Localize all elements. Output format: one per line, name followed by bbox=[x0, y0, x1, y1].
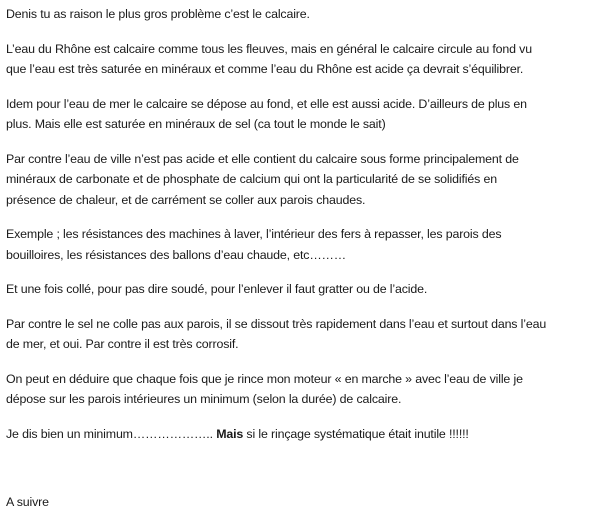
paragraph-6 bbox=[6, 279, 609, 300]
bold-word: Mais bbox=[216, 426, 244, 441]
text-line: Par contre l’eau de ville n’est pas acide et elle contient du calcaire sous forme principalement de bbox=[6, 151, 519, 166]
paragraph-8 bbox=[6, 369, 609, 410]
paragraph-1 bbox=[6, 4, 609, 25]
document-body bbox=[6, 0, 609, 513]
closing-line bbox=[6, 492, 609, 513]
text-line bbox=[6, 424, 609, 445]
text-before-bold: Je dis bien un minimum……………….. bbox=[6, 426, 217, 441]
text-line: de mer, et oui. Par contre il est très corrosif. bbox=[6, 337, 239, 351]
text-line: Idem pour l’eau de mer le calcaire se dépose au fond, et elle est aussi acide. D’ailleurs de plus en bbox=[6, 96, 527, 111]
text-line: Denis tu as raison le plus gros problème c’est le calcaire. bbox=[6, 7, 310, 21]
text-line: A suivre bbox=[6, 495, 49, 509]
text-line: minéraux de carbonate et de phosphate de calcium qui ont la particularité de se solidifiés en bbox=[6, 172, 497, 186]
text-line: On peut en déduire que chaque fois que je rince mon moteur « en marche » avec l’eau de ville je bbox=[6, 371, 523, 386]
text-line: présence de chaleur, et de carrément se coller aux parois chaudes. bbox=[6, 192, 366, 207]
text-line: Par contre le sel ne colle pas aux parois, il se dissout très rapidement dans l’eau et surtout dans l’eau bbox=[6, 316, 547, 331]
text-line: Exemple ; les résistances des machines à laver, l’intérieur des fers à repasser, les parois des bbox=[6, 227, 502, 241]
text-line: Et une fois collé, pour pas dire soudé, pour l’enlever il faut gratter ou de l’acide. bbox=[6, 282, 428, 296]
paragraph-4 bbox=[6, 149, 609, 211]
text-after-bold: si le rinçage systématique était inutile !!!!!! bbox=[243, 426, 469, 441]
paragraph-7 bbox=[6, 314, 609, 355]
paragraph-3 bbox=[6, 94, 609, 135]
text-line: dépose sur les parois intérieures un minimum (selon la durée) de calcaire. bbox=[6, 392, 402, 406]
text-line: que l’eau est très saturée en minéraux et comme l’eau du Rhône est acide ça devrait s’équilibrer. bbox=[6, 62, 524, 76]
text-line: bouilloires, les résistances des ballons d’eau chaude, etc……… bbox=[6, 247, 347, 262]
text-line: L’eau du Rhône est calcaire comme tous les fleuves, mais en général le calcaire circule au fond vu bbox=[6, 41, 532, 56]
paragraph-5 bbox=[6, 224, 609, 265]
paragraph-9 bbox=[6, 424, 609, 445]
paragraph-2 bbox=[6, 39, 609, 80]
text-line: plus. Mais elle est saturée en minéraux de sel (ca tout le monde le sait) bbox=[6, 117, 386, 131]
